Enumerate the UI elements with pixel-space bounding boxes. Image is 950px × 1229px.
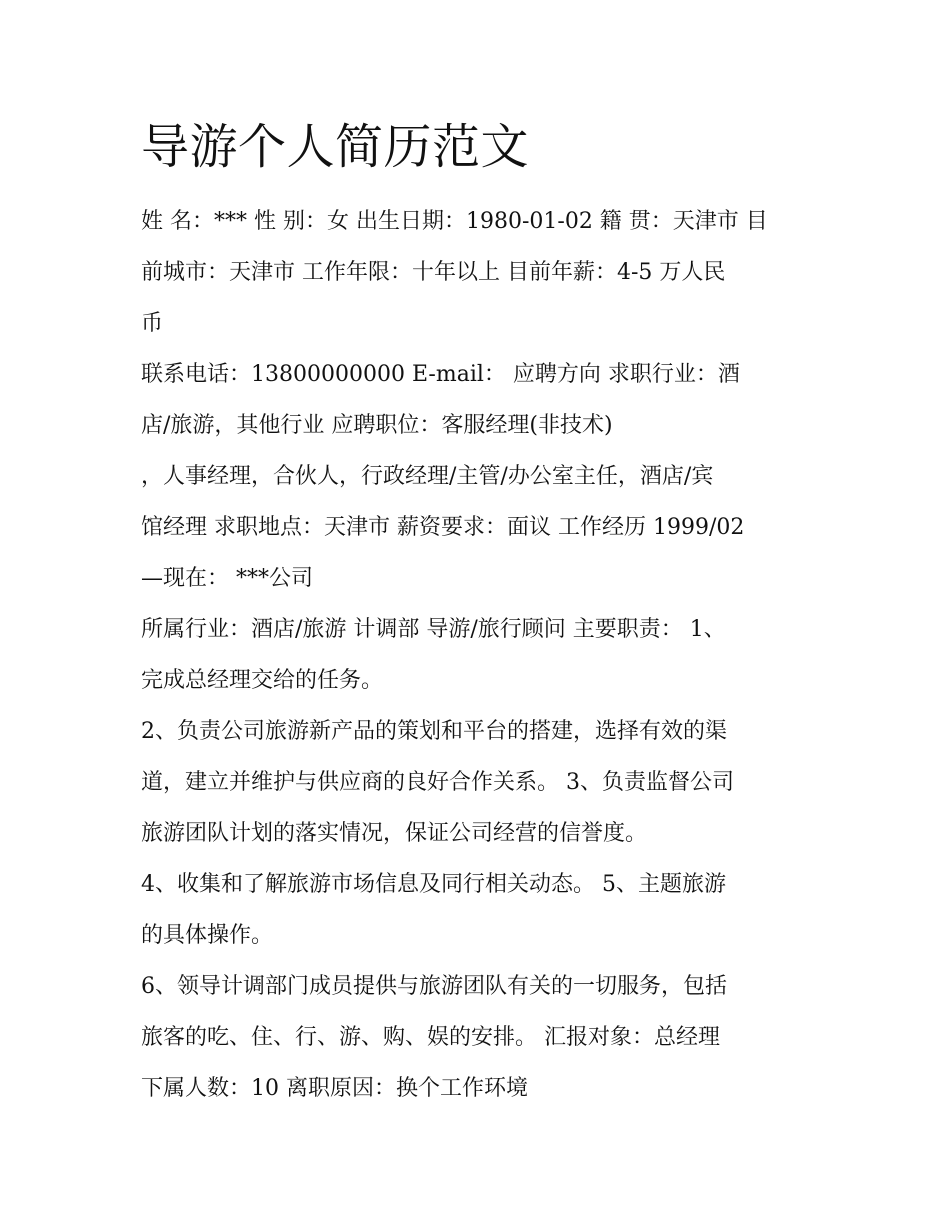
text-line: —现在： ***公司 bbox=[141, 566, 313, 591]
text-line: 馆经理 求职地点：天津市 薪资要求：面议 工作经历 1999/02 bbox=[141, 515, 745, 540]
text-line: 旅客的吃、住、行、游、购、娱的安排。 汇报对象：总经理 bbox=[141, 1025, 720, 1050]
text-line: 2、负责公司旅游新产品的策划和平台的搭建，选择有效的渠 bbox=[141, 719, 727, 744]
text-line: 的具体操作。 bbox=[141, 923, 274, 948]
page-title: 导游个人简历范文 bbox=[141, 119, 530, 175]
text-line: 姓 名：*** 性 别：女 出生日期：1980-01-02 籍 贯：天津市 目 bbox=[141, 209, 768, 234]
text-line: 4、收集和了解旅游市场信息及同行相关动态。 5、主题旅游 bbox=[141, 872, 726, 897]
text-line: 所属行业：酒店/旅游 计调部 导游/旅行顾问 主要职责： 1、 bbox=[141, 617, 726, 642]
resume-body bbox=[141, 196, 821, 1114]
text-line: 店/旅游，其他行业 应聘职位：客服经理(非技术) bbox=[141, 413, 613, 438]
text-line: 旅游团队计划的落实情况，保证公司经营的信誉度。 bbox=[141, 821, 648, 846]
text-line: 道，建立并维护与供应商的良好合作关系。 3、负责监督公司 bbox=[141, 770, 734, 795]
text-line: 前城市：天津市 工作年限：十年以上 目前年薪：4-5 万人民 bbox=[141, 260, 726, 285]
text-line: 币 bbox=[141, 311, 164, 336]
text-line: 完成总经理交给的任务。 bbox=[141, 668, 384, 693]
text-line: ，人事经理，合伙人，行政经理/主管/办公室主任，酒店/宾 bbox=[141, 464, 714, 489]
text-line: 6、领导计调部门成员提供与旅游团队有关的一切服务，包括 bbox=[141, 974, 727, 999]
text-line: 下属人数：10 离职原因：换个工作环境 bbox=[141, 1076, 528, 1101]
text-line: 联系电话：13800000000 E-mail： 应聘方向 求职行业：酒 bbox=[141, 362, 740, 387]
